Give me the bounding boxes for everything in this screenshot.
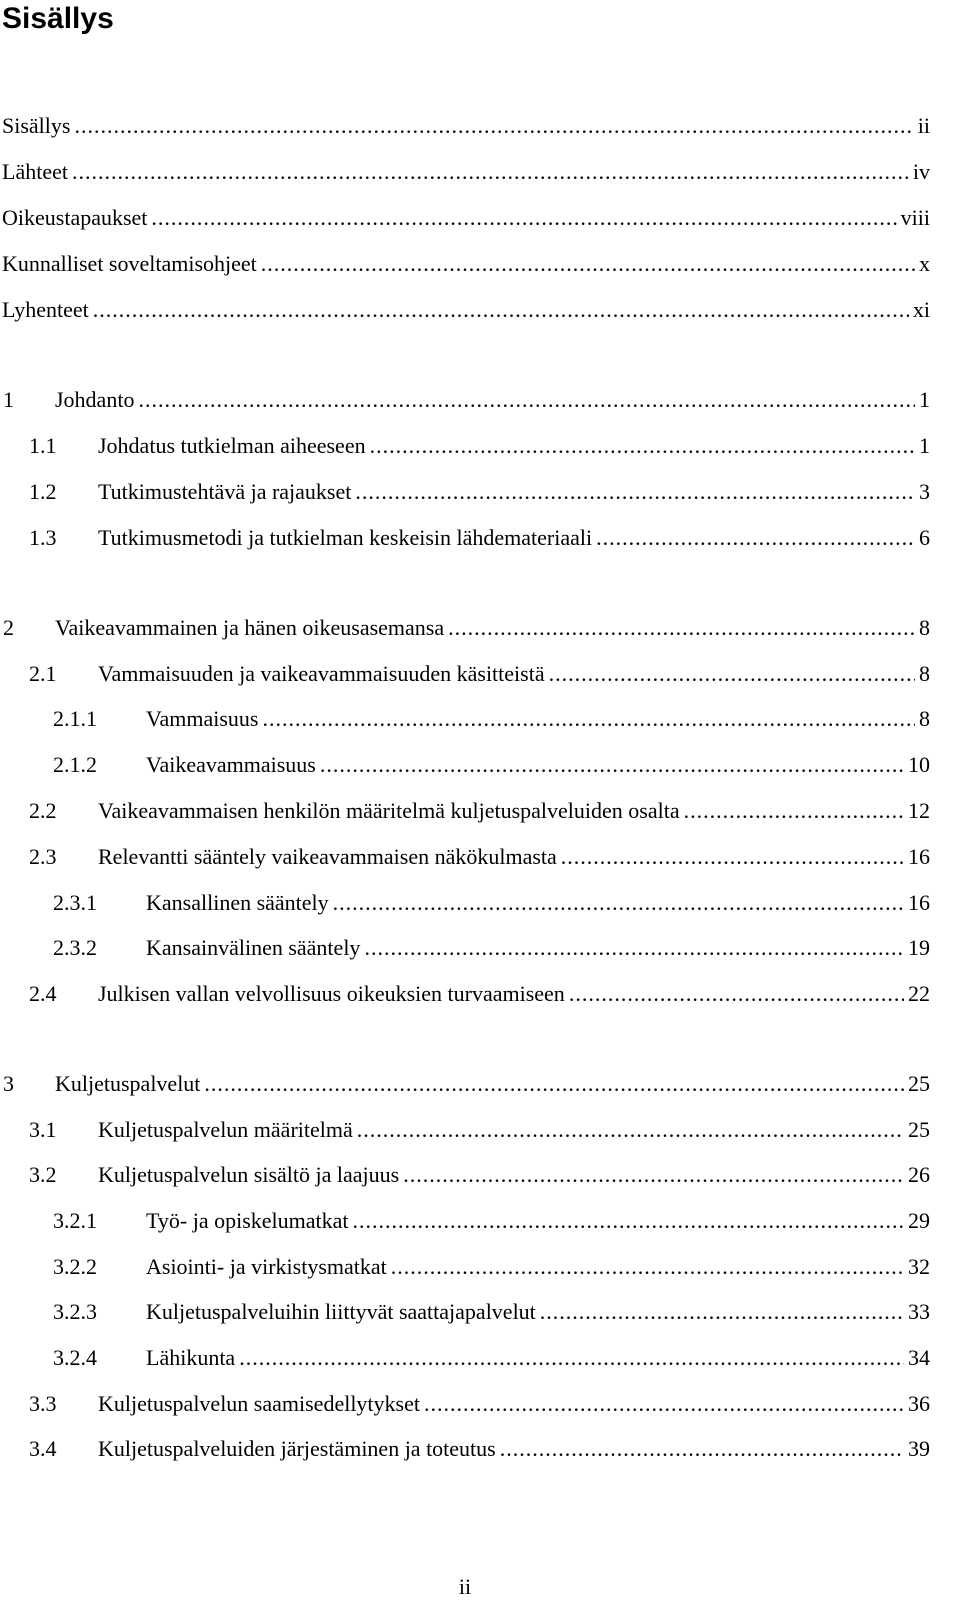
toc-entry-number: 3 (3, 1071, 14, 1096)
dot-leader (424, 1388, 904, 1420)
toc-entry-page: xi (912, 297, 930, 322)
toc-entry[interactable] (53, 932, 930, 964)
toc-entry[interactable] (53, 703, 930, 735)
toc-entry-label: Lähteet (2, 159, 68, 184)
dot-leader (684, 795, 904, 827)
toc-entry-page: 1 (919, 387, 930, 412)
toc-entry[interactable] (29, 795, 930, 827)
toc-entry-label: Kunnalliset soveltamisohjeet (2, 251, 257, 276)
toc-entry-number: 2.1.1 (53, 706, 97, 731)
toc-entry-label: Työ- ja opiskelumatkat (146, 1208, 349, 1233)
toc-entry-label: Vammaisuuden ja vaikeavammaisuuden käsitteistä (98, 661, 545, 686)
toc-entry-page: 26 (908, 1162, 930, 1187)
toc-entry-number: 2.3 (29, 844, 57, 869)
toc-entry-number: 3.3 (29, 1391, 57, 1416)
toc-entry-page: 12 (908, 798, 930, 823)
toc-entry-label: Tutkimustehtävä ja rajaukset (98, 479, 352, 504)
toc-entry-page: 36 (908, 1391, 930, 1416)
toc-entry-label: Kuljetuspalvelun sisältö ja laajuus (98, 1162, 400, 1187)
toc-entry-label: Johdanto (55, 387, 135, 412)
toc-entry-label: Tutkimusmetodi ja tutkielman keskeisin lähdemateriaali (98, 525, 593, 550)
toc-entry[interactable] (2, 110, 930, 142)
toc-entry-label: Vammaisuus (146, 706, 259, 731)
toc-entry-label: Kuljetuspalveluihin liittyvät saattajapalvelut (146, 1299, 536, 1324)
toc-entry-page: 25 (908, 1071, 930, 1096)
toc-entry-number: 1 (3, 387, 14, 412)
toc-entry-number: 2.1 (29, 661, 57, 686)
toc-entry-label: Kuljetuspalvelun saamisedellytykset (98, 1391, 420, 1416)
toc-entry-page: 8 (919, 615, 930, 640)
toc-entry[interactable] (29, 522, 930, 554)
dot-leader (549, 658, 915, 690)
toc-entry-label: Lähikunta (146, 1345, 236, 1370)
toc-entry-number: 1.2 (29, 479, 57, 504)
toc-entry[interactable] (53, 1205, 930, 1237)
dot-leader (569, 978, 904, 1010)
toc-entry-number: 3.2 (29, 1162, 57, 1187)
toc-entry[interactable] (53, 1251, 930, 1283)
toc-entry-page: x (919, 251, 930, 276)
toc-entry-number: 2.3.2 (53, 935, 97, 960)
toc-entry[interactable] (29, 476, 930, 508)
toc-entry-label: Oikeustapaukset (2, 205, 148, 230)
toc-entry-label: Lyhenteet (2, 297, 89, 322)
dot-leader (355, 476, 915, 508)
dot-leader (370, 430, 915, 462)
toc-entry[interactable] (3, 1068, 930, 1100)
toc-entry[interactable] (2, 248, 930, 280)
toc-entry-number: 3.1 (29, 1117, 57, 1142)
toc-entry[interactable] (29, 658, 930, 690)
toc-entry-page: 33 (908, 1299, 930, 1324)
toc-entry-page: 6 (919, 525, 930, 550)
toc-entry-page: ii (917, 113, 930, 138)
toc-entry-page: 22 (908, 981, 930, 1006)
dot-leader (72, 156, 909, 188)
toc-entry-page: 3 (919, 479, 930, 504)
toc-entry[interactable] (29, 1159, 930, 1191)
toc-entry-page: 39 (908, 1436, 930, 1461)
dot-leader (596, 522, 915, 554)
toc-entry-page: 8 (919, 706, 930, 731)
toc-entry-number: 1.1 (29, 433, 57, 458)
toc-entry[interactable] (29, 978, 930, 1010)
dot-leader (93, 294, 909, 326)
dot-leader (239, 1342, 904, 1374)
toc-entry-label: Relevantti sääntely vaikeavammaisen näkökulmasta (98, 844, 557, 869)
dot-leader (320, 749, 904, 781)
toc-entry-number: 1.3 (29, 525, 57, 550)
toc-entry-number: 2.1.2 (53, 752, 97, 777)
toc-entry[interactable] (2, 202, 930, 234)
toc-entry[interactable] (53, 887, 930, 919)
toc-entry-label: Johdatus tutkielman aiheeseen (98, 433, 366, 458)
toc-entry[interactable] (3, 384, 930, 416)
toc-entry-page: 1 (919, 433, 930, 458)
toc-entry-page: 16 (908, 890, 930, 915)
toc-entry-label: Kuljetuspalvelun määritelmä (98, 1117, 353, 1142)
toc-entry[interactable] (29, 430, 930, 462)
toc-entry[interactable] (3, 612, 930, 644)
toc-entry-page: 29 (908, 1208, 930, 1233)
dot-leader (138, 384, 915, 416)
toc-entry-number: 2.2 (29, 798, 57, 823)
toc-entry[interactable] (29, 841, 930, 873)
toc-entry[interactable] (2, 294, 930, 326)
toc-entry-page: viii (900, 205, 930, 230)
toc-entry[interactable] (29, 1433, 930, 1465)
toc-entry-label: Vaikeavammaisuus (146, 752, 316, 777)
dot-leader (561, 841, 904, 873)
toc-entry-number: 2 (3, 615, 14, 640)
toc-entry[interactable] (53, 1342, 930, 1374)
dot-leader (262, 703, 915, 735)
dot-leader (357, 1114, 904, 1146)
toc-entry-label: Asiointi- ja virkistysmatkat (146, 1254, 387, 1279)
toc-entry-page: 25 (908, 1117, 930, 1142)
toc-entry-page: 34 (908, 1345, 930, 1370)
toc-entry-label: Vaikeavammaisen henkilön määritelmä kuljetuspalveluiden osalta (98, 798, 680, 823)
toc-entry[interactable] (2, 156, 930, 188)
toc-entry-number: 3.2.3 (53, 1299, 97, 1324)
toc-entry-page: 16 (908, 844, 930, 869)
toc-entry[interactable] (53, 1296, 930, 1328)
toc-entry-page: 19 (908, 935, 930, 960)
dot-leader (448, 612, 915, 644)
toc-entry-page: 8 (919, 661, 930, 686)
toc-entry-page: 10 (908, 752, 930, 777)
toc-entry-label: Kansainvälinen sääntely (146, 935, 361, 960)
dot-leader (74, 110, 913, 142)
dot-leader (151, 202, 896, 234)
toc-entry-label: Vaikeavammainen ja hänen oikeusasemansa (55, 615, 445, 640)
dot-leader (353, 1205, 904, 1237)
toc-entry-number: 3.2.4 (53, 1345, 97, 1370)
toc-entry-number: 3.2.2 (53, 1254, 97, 1279)
dot-leader (261, 248, 915, 280)
toc-entry-page: iv (912, 159, 930, 184)
toc-entry-label: Kuljetuspalvelut (55, 1071, 201, 1096)
toc-entry-number: 2.4 (29, 981, 57, 1006)
toc-entry-label: Kansallinen sääntely (146, 890, 329, 915)
dot-leader (204, 1068, 904, 1100)
dot-leader (391, 1251, 904, 1283)
toc-entry-label: Julkisen vallan velvollisuus oikeuksien turvaamiseen (98, 981, 565, 1006)
page-number-footer: ii (458, 1574, 472, 1599)
toc-entry-page: 32 (908, 1254, 930, 1279)
page-title: Sisällys (2, 2, 114, 35)
toc-entry-number: 3.4 (29, 1436, 57, 1461)
toc-entry[interactable] (29, 1388, 930, 1420)
toc-entry-label: Kuljetuspalveluiden järjestäminen ja toteutus (98, 1436, 496, 1461)
toc-entry-label: Sisällys (2, 113, 71, 138)
dot-leader (333, 887, 904, 919)
toc-entry-number: 2.3.1 (53, 890, 97, 915)
dot-leader (540, 1296, 904, 1328)
toc-entry-number: 3.2.1 (53, 1208, 97, 1233)
toc-entry[interactable] (29, 1114, 930, 1146)
toc-entry[interactable] (53, 749, 930, 781)
dot-leader (403, 1159, 904, 1191)
dot-leader (364, 932, 904, 964)
dot-leader (500, 1433, 904, 1465)
